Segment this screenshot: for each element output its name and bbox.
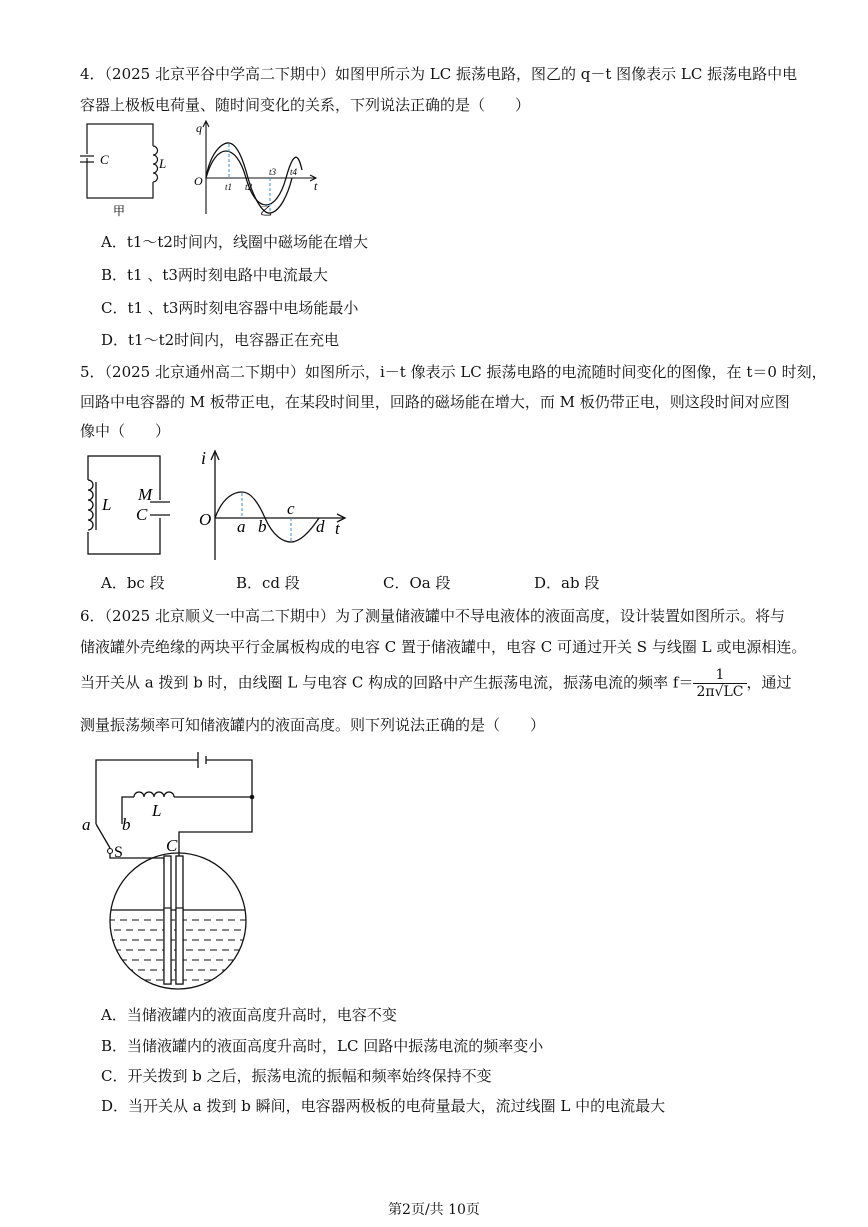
q6-option-c[interactable]: C．开关拨到 b 之后，振荡电流的振幅和频率始终保持不变 <box>101 1067 492 1085</box>
q4-yi-t3: t3 <box>269 167 277 177</box>
q4-figure-jia-circuit <box>75 118 165 218</box>
q4-text-line1: 4．（2025 北京平谷中学高二下期中）如图甲所示为 LC 振荡电路，图乙的 q－t 图像表示 LC 振荡电路中电 <box>80 65 798 83</box>
q6-text-line2: 储液罐外壳绝缘的两块平行金属板构成的电容 C 置于储液罐中，电容 C 可通过开关 S 与线圈 L 或电源相连。 <box>80 638 807 656</box>
q6-option-a[interactable]: A．当储液罐内的液面高度升高时，电容不变 <box>101 1006 397 1024</box>
q5-figure-circuit <box>80 448 180 560</box>
q4-yi-origin: O <box>194 174 203 188</box>
q6-text-line3-b: ，通过 <box>746 673 792 692</box>
q4-text-line2: 容器上极板电荷量、随时间变化的关系，下列说法正确的是（ ） <box>80 96 531 114</box>
q5-circuit-label-m: M <box>138 485 153 504</box>
q5-text-line1: 5．（2025 北京通州高二下期中）如图所示，i－t 像表示 LC 振荡电路的电流随时间变化的图像，在 t＝0 时刻， <box>80 363 827 381</box>
q4-option-c[interactable]: C．t1 、t3两时刻电容器中电场能最小 <box>101 299 359 317</box>
q6-formula-numerator: 1 <box>693 667 746 684</box>
q5-graph-axis-i: i <box>201 448 207 468</box>
q5-graph-origin: O <box>199 510 212 529</box>
q6-fig-label-l: L <box>152 801 162 820</box>
q6-fig-label-b: b <box>122 815 131 834</box>
q5-figure-i-t-graph <box>195 448 355 563</box>
q6-text-line4: 测量振荡频率可知储液罐内的液面高度。则下列说法正确的是（ ） <box>80 716 546 734</box>
q5-option-a[interactable]: A．bc 段 <box>101 574 165 592</box>
page-number-footer: 第2页/共 10页 <box>388 1202 480 1218</box>
q6-fig-label-c: C <box>166 836 178 855</box>
q6-formula-denominator: 2π√LC <box>696 684 744 700</box>
q4-figure-yi-graph <box>190 118 330 218</box>
q4-yi-caption: 乙 <box>260 204 273 218</box>
q5-option-b[interactable]: B．cd 段 <box>236 574 300 592</box>
q6-text-line3 <box>80 667 792 700</box>
q4-option-a[interactable]: A．t1～t2时间内，线圈中磁场能在增大 <box>101 233 368 251</box>
q5-graph-axis-t: t <box>335 519 340 538</box>
q5-text-line3: 像中（ ） <box>80 422 171 440</box>
q4-yi-t4: t4 <box>290 167 298 177</box>
q5-text-line2: 回路中电容器的 M 板带正电，在某段时间里，回路的磁场能在增大，而 M 板仍带正电，则这段时间对应图 <box>80 393 790 411</box>
q4-yi-axis-q: q <box>196 121 202 135</box>
q6-fig-label-a: a <box>82 815 91 834</box>
q6-figure-tank-circuit <box>78 748 278 993</box>
q6-frequency-formula <box>693 667 746 700</box>
q6-text-line1: 6．（2025 北京顺义一中高二下期中）为了测量储液罐中不导电液体的液面高度，设计装置如图所示。将与 <box>80 607 785 625</box>
q4-option-b[interactable]: B．t1 、t3两时刻电路中电流最大 <box>101 266 328 284</box>
q5-graph-label-a: a <box>237 517 246 536</box>
q4-yi-t2: t2 <box>245 182 253 192</box>
q6-option-d[interactable]: D．当开关从 a 拨到 b 瞬间，电容器两极板的电荷量最大，流过线圈 L 中的电流最大 <box>101 1097 666 1115</box>
q5-circuit-label-c: C <box>136 505 148 524</box>
q4-jia-label-l: L <box>159 156 167 171</box>
q5-graph-label-d: d <box>316 517 325 536</box>
q4-yi-axis-t: t <box>314 179 318 193</box>
q5-graph-label-c: c <box>287 499 295 518</box>
q6-option-b[interactable]: B．当储液罐内的液面高度升高时，LC 回路中振荡电流的频率变小 <box>101 1037 544 1055</box>
q5-option-d[interactable]: D．ab 段 <box>534 574 600 592</box>
q6-text-line3-a: 当开关从 a 拨到 b 时，由线圈 L 与电容 C 构成的回路中产生振荡电流，振荡电流的频率 f＝ <box>80 673 694 692</box>
q4-option-d[interactable]: D．t1～t2时间内，电容器正在充电 <box>101 331 340 349</box>
q6-fig-label-s: S <box>114 844 123 861</box>
q5-graph-label-b: b <box>258 517 267 536</box>
q4-yi-t1: t1 <box>225 182 233 192</box>
q5-option-c[interactable]: C．Oa 段 <box>383 574 451 592</box>
q5-circuit-label-l: L <box>102 495 112 514</box>
q4-jia-label-c: C <box>100 152 109 167</box>
q4-jia-caption: 甲 <box>113 204 126 218</box>
